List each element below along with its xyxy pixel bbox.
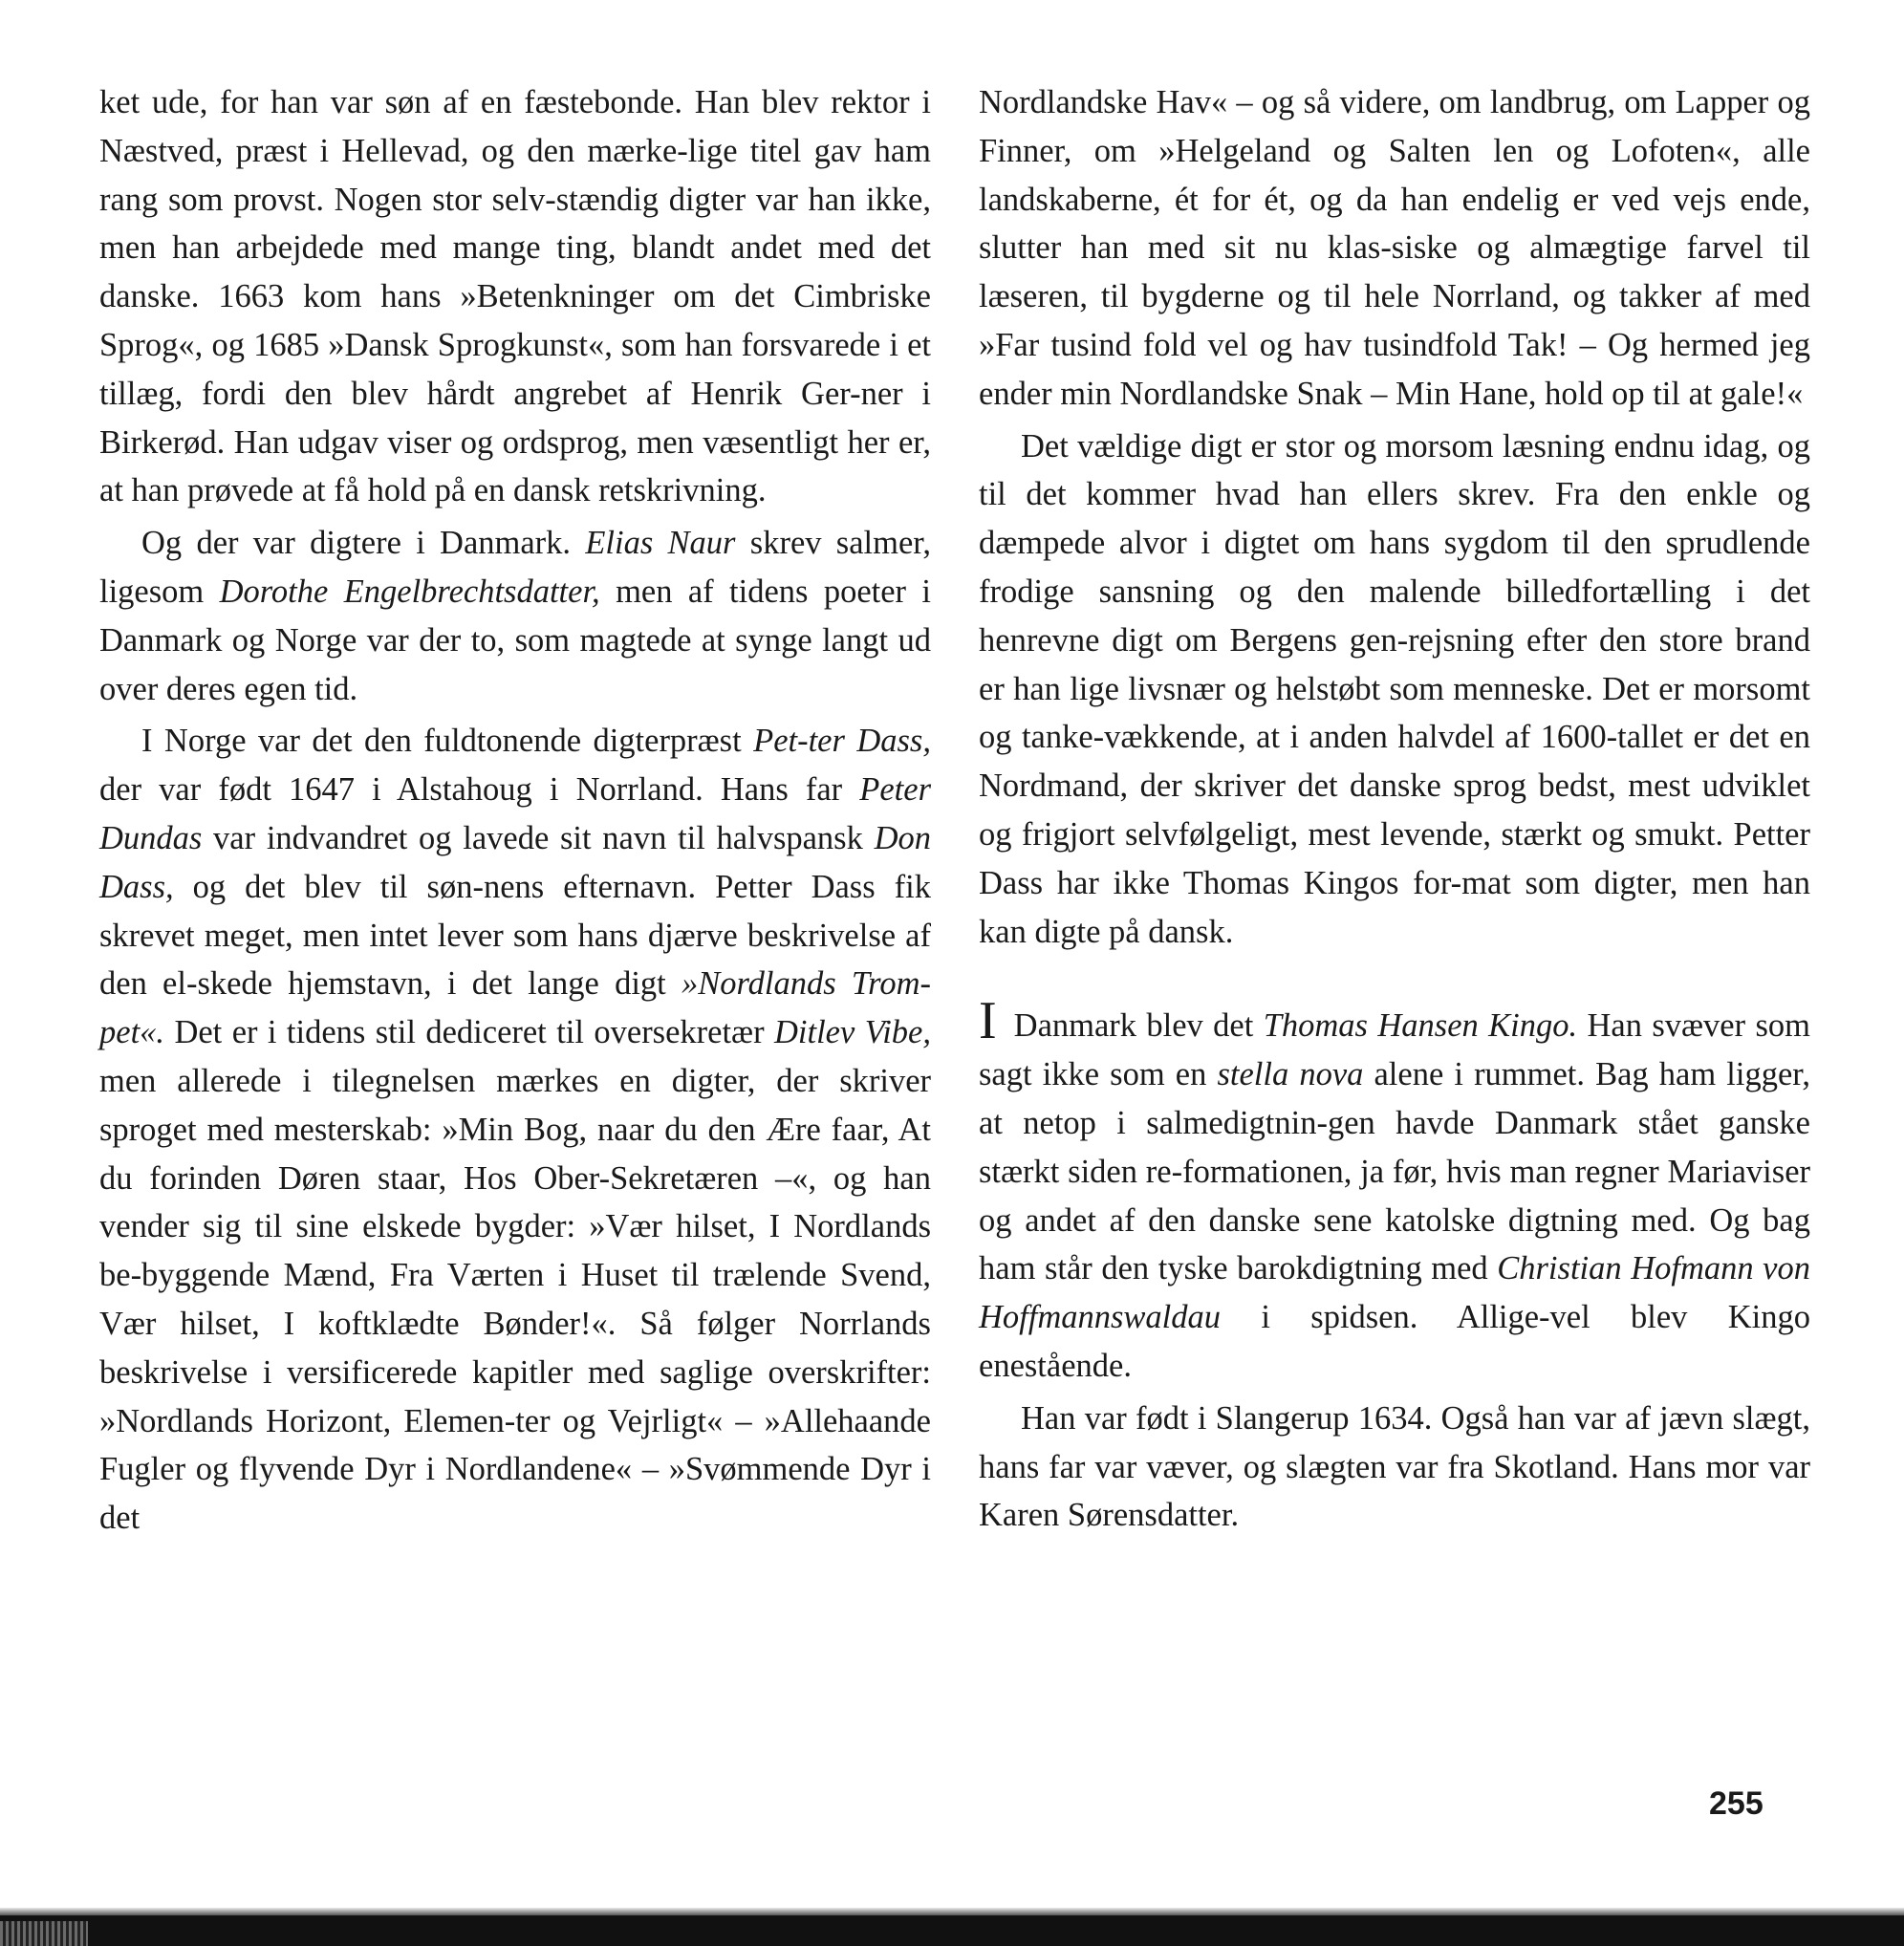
text-run: alene i rummet. Bag ham ligger, at netop i salmedigtnin-gen havde Danmark stået ganske stærkt siden re-formationen, ja før, hvis man regner Mariaviser og andet af den danske sene katolske digtning med. Og bag ham står den tyske barokdigtning med (979, 1056, 1810, 1287)
italic-title: »Nordlands Trom-pet«. (99, 965, 931, 1051)
text-run: I Norge var det den fuldtonende digterpræst (141, 723, 754, 760)
paragraph: Han var født i Slangerup 1634. Også han var af jævn slægt, hans far var væver, og slægten var fra Skotland. Hans mor var Karen Sørensdatter. (979, 1399, 1810, 1534)
text-run: Han svæver som sagt ikke som en (979, 1007, 1810, 1093)
text-run: Danmark blev det (1013, 1007, 1264, 1045)
paragraph: Nordlandske Hav« – og så videre, om landbrug, om Lapper og Finner, om »Helgeland og Salten len og Lofoten«, alle landskaberne, ét for ét, og da han endelig er ved vejs ende, slutter han med sit nu klas-siske og almægtige farvel til læseren, til bygderne og til hele Norrland, og takker af med »Far tusind fold vel og hav tusindfold Tak! – Og hermed jeg ender min Nordlandske Snak – Min Hane, hold op til at gale!« (979, 84, 1810, 412)
italic-name: Pet-ter Dass, (753, 723, 931, 760)
left-column (99, 78, 931, 1543)
book-edge (0, 1915, 1904, 1946)
paragraph: Det vældige digt er stor og morsom læsning endnu idag, og til det kommer hvad han ellers skrev. Fra den enkle og dæmpede alvor i digtet om hans sygdom til den sprudlende frodige sansning og den malende billedfortælling i det henrevne digt om Bergens gen-rejsning efter den store brand er han lige livsnær og helstøbt som menneske. Det er morsomt og tanke-vækkende, at i anden halvdel af 1600-tallet er det en Nordmand, der skriver det danske sprog bedst, mest udviklet og frigjort selvfølgeligt, mest levende, stærkt og smukt. Petter Dass har ikke Thomas Kingos for-mat som digter, men han kan digte på dansk. (979, 427, 1810, 950)
italic-name: Elias Naur (585, 525, 736, 562)
section-paragraph (979, 991, 1810, 1390)
book-edge-texture (0, 1921, 88, 1946)
drop-cap: I (979, 991, 997, 1051)
right-column (979, 78, 1810, 1540)
text-run: i spidsen. Allige-vel blev Kingo enestående. (979, 1299, 1810, 1384)
text-run: Og der var digtere i Danmark. (141, 525, 586, 562)
italic-name: Thomas Hansen Kingo. (1263, 1007, 1578, 1045)
paragraph: ket ude, for han var søn af en fæstebonde. Han blev rektor i Næstved, præst i Hellevad, og den mærke-lige titel gav ham rang som provst. Nogen stor selv-stændig digter var han ikke, men han arbejdede med mange ting, blandt andet med det danske. 1663 kom hans »Betenkninger om det Cimbriske Sprog«, og 1685 »Dansk Sprogkunst«, som han forsvarede i et tillæg, fordi den blev hårdt angrebet af Henrik Ger-ner i Birkerød. Han udgav viser og ordsprog, men væsentligt her er, at han prøvede at få hold på en dansk retskrivning. (99, 84, 931, 509)
text-run: men af tidens poeter i Danmark og Norge var der to, som magtede at synge langt ud over deres egen tid. (99, 573, 931, 707)
page-edge-shadow (0, 1908, 1904, 1915)
italic-term: stella nova (1217, 1056, 1364, 1093)
text-run: og det blev til søn-nens efternavn. Petter Dass fik skrevet meget, men intet lever som hans djærve beskrivelse af den el-skede hjemstavn, i det lange digt (99, 868, 931, 1003)
italic-name: Christian Hofmann von Hoffmannswaldau (979, 1250, 1810, 1336)
italic-name: Dorothe Engelbrechtsdatter, (219, 573, 600, 610)
paragraph (99, 717, 931, 1543)
text-run: men allerede i tilegnelsen mærkes en digter, der skriver sproget med mesterskab: »Min Bog, naar du den Ære faar, At du forinden Døren staar, Hos Ober-Sekretæren –«, og han vender sig til sine elskede bygder: »Vær hilset, I Nordlands be-byggende Mænd, Fra Værten i Huset til trælende Svend, Vær hilset, I koftklædte Bønder!«. Så følger Norrlands beskrivelse i versificerede kapitler med saglige overskrifter: »Nordlands Horizont, Elemen-ter og Vejrligt« – »Allehaande Fugler og flyvende Dyr i Nordlandene« – »Svømmende Dyr i det (99, 1062, 931, 1537)
text-run: var indvandret og lavede sit navn til halvspansk (202, 819, 875, 856)
italic-name: Don Dass, (99, 819, 931, 905)
italic-name: Ditlev Vibe, (773, 1014, 931, 1051)
italic-name: Peter Dundas (99, 771, 931, 856)
text-run: skrev salmer, ligesom (99, 525, 932, 610)
text-run: der var født 1647 i Alstahoug i Norrland. Hans far (99, 771, 860, 809)
page-number: 255 (1709, 1785, 1763, 1822)
text-run: Det er i tidens stil dediceret til oversekretær (164, 1014, 774, 1051)
paragraph (99, 519, 931, 713)
